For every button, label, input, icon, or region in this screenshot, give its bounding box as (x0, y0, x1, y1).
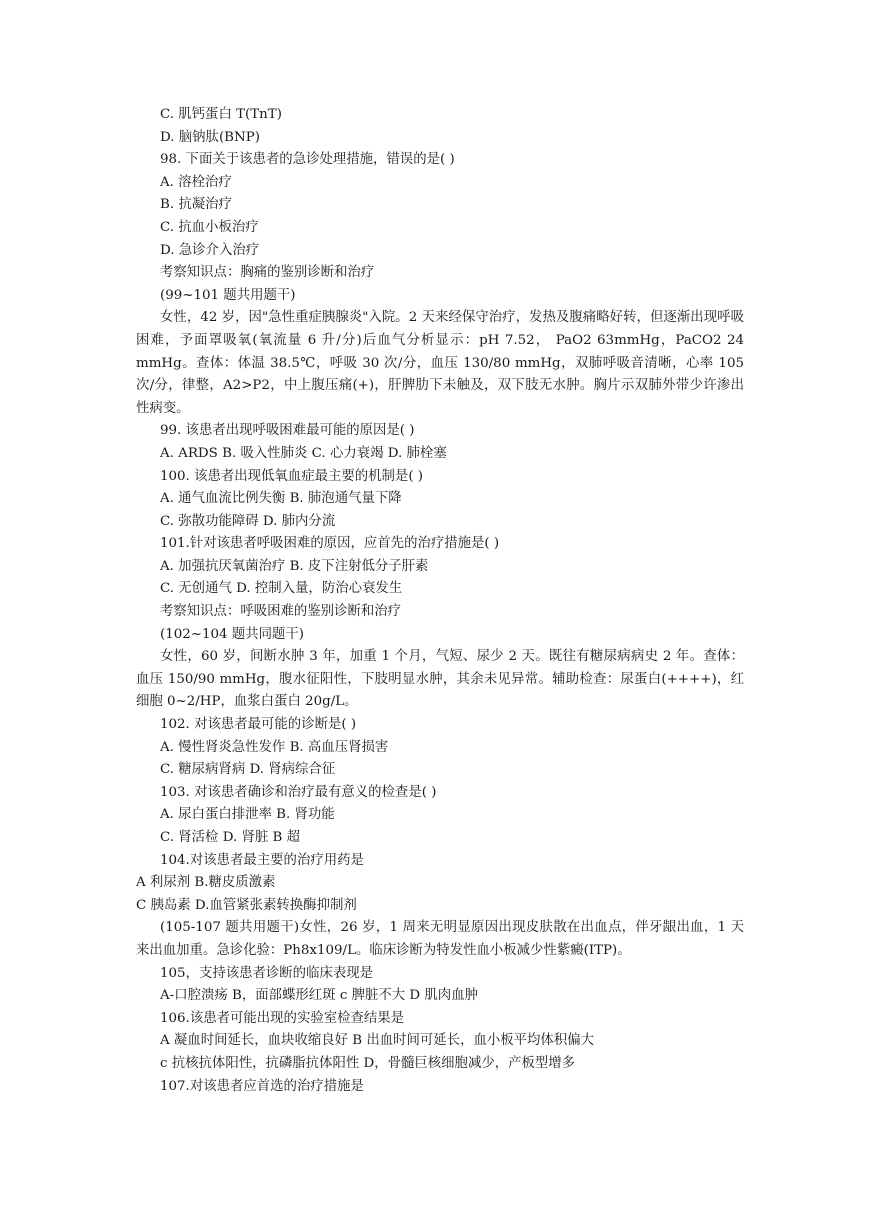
question-100: 100. 该患者出现低氧血症最主要的机制是( ) (160, 468, 424, 484)
option-line: c 抗核抗体阳性，抗磷脂抗体阳性 D，骨髓巨核细胞减少，产板型增多 (160, 1055, 576, 1071)
option-line: C. 弥散功能障碍 D. 肺内分流 (160, 513, 336, 529)
case-stem-105-107: (105-107 题共用题干)女性，26 岁，1 周来无明显原因出现皮肤散在出血点，伴牙龈出血，1 天来出血加重。急诊化验：Ph8x109/L。临床诊断为特发性血小板减少性紫癜(ITP)。 (136, 920, 744, 958)
question-105: 105，支持该患者诊断的临床表现是 (160, 965, 374, 981)
question-102: 102. 对该患者最可能的诊断是( ) (160, 717, 357, 733)
option-line: C 胰岛素 D.血管紧张素转换酶抑制剂 (136, 897, 357, 913)
option-line: C. 抗血小板治疗 (160, 219, 259, 235)
text-line: D. 脑钠肽(BNP) (160, 129, 260, 145)
shared-stem-label: (102~104 题共同题干) (160, 626, 304, 642)
option-line: C. 糖尿病肾病 D. 肾病综合征 (160, 762, 336, 778)
option-line: A. 加强抗厌氧菌治疗 B. 皮下注射低分子肝素 (160, 558, 429, 574)
question-107: 107.对该患者应首选的治疗措施是 (160, 1078, 364, 1094)
option-line: A. ARDS B. 吸入性肺炎 C. 心力衰竭 D. 肺栓塞 (160, 445, 447, 461)
question-98: 98. 下面关于该患者的急诊处理措施，错误的是( ) (160, 152, 455, 168)
document-body (136, 104, 744, 1098)
option-line: C. 肾活检 D. 肾脏 B 超 (160, 830, 301, 845)
question-99: 99. 该患者出现呼吸困难最可能的原因是( ) (160, 423, 415, 439)
option-line: A. 通气血流比例失衡 B. 肺泡通气量下降 (160, 491, 402, 507)
case-stem-102-104: 女性，60 岁，间断水肿 3 年，加重 1 个月，气短、尿少 2 天。既往有糖尿病病史 2 年。查体：血压 150/90 mmHg，腹水征阳性，下肢明显水肿，其余未见异常。辅助检查：尿蛋白(++++)，红细胞 0~2/HP，血浆白蛋白 20g/L。 (136, 649, 744, 710)
knowledge-point: 考察知识点：呼吸困难的鉴别诊断和治疗 (160, 604, 402, 620)
option-line: A. 尿白蛋白排泄率 B. 肾功能 (160, 807, 335, 823)
option-line: B. 抗凝治疗 (160, 197, 232, 213)
shared-stem-label: (99~101 题共用题干) (160, 287, 296, 303)
option-line: D. 急诊介入治疗 (160, 242, 260, 258)
text-line: C. 肌钙蛋白 T(TnT) (160, 107, 282, 122)
case-stem-99-101: 女性，42 岁，因"急性重症胰腺炎"入院。2 天来经保守治疗，发热及腹痛略好转，但逐渐出现呼吸困难，予面罩吸氧(氧流量 6 升/分)后血气分析显示：pH 7.52， PaO2 63mmHg，PaCO2 24 mmHg。查体：体温 38.5℃，呼吸 30 次/分，血压 130/80 mmHg，双肺呼吸音清晰，心率 105 次/分，律整，A2>P2，中上腹压痛(+)，肝脾肋下未触及，双下肢无水肿。胸片示双肺外带少许渗出性病变。 (136, 310, 744, 416)
knowledge-point: 考察知识点：胸痛的鉴别诊断和治疗 (160, 265, 375, 281)
option-line: A 利尿剂 B.糖皮质激素 (136, 875, 276, 891)
option-line: A-口腔溃疡 B，面部蝶形红斑 c 脾脏不大 D 肌肉血肿 (160, 988, 478, 1004)
option-line: A. 溶栓治疗 (160, 174, 232, 190)
question-101: 101.针对该患者呼吸困难的原因，应首先的治疗措施是( ) (160, 536, 500, 552)
option-line: A. 慢性肾炎急性发作 B. 高血压肾损害 (160, 739, 389, 755)
question-103: 103. 对该患者确诊和治疗最有意义的检查是( ) (160, 784, 437, 800)
question-106: 106.该患者可能出现的实验室检查结果是 (160, 1010, 405, 1026)
option-line: C. 无创通气 D. 控制入量，防治心衰发生 (160, 581, 403, 597)
option-line: A 凝血时间延长，血块收缩良好 B 出血时间可延长，血小板平均体积偏大 (160, 1033, 594, 1049)
question-104: 104.对该患者最主要的治疗用药是 (160, 852, 364, 868)
